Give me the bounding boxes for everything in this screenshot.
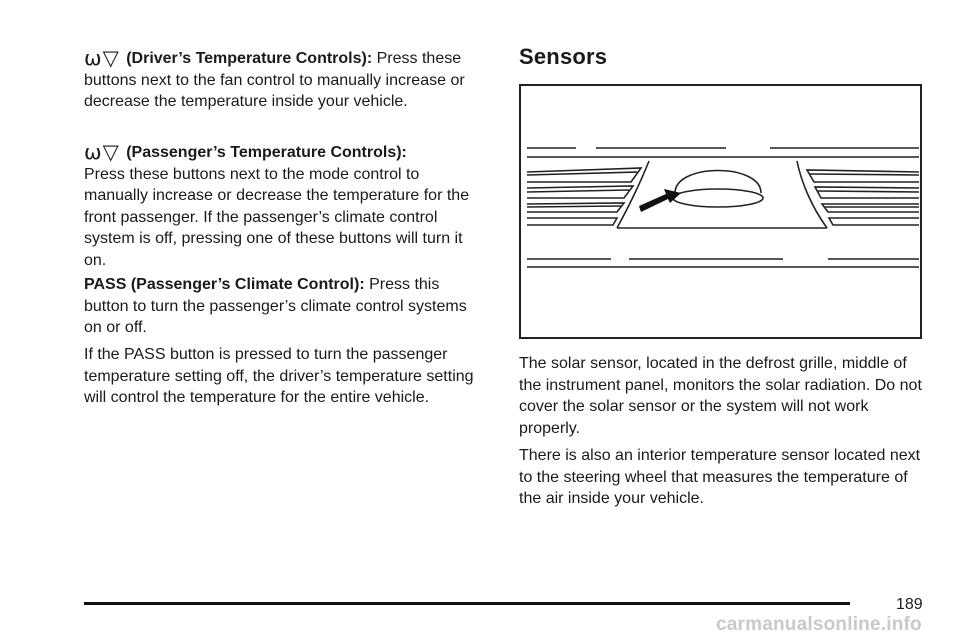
temperature-up-down-icon: ⍵▽ (84, 47, 120, 70)
driver-temperature-paragraph (84, 48, 484, 113)
page-number: 189 (896, 596, 923, 613)
pass-note-paragraph: If the PASS button is pressed to turn the passenger temperature setting off, the driver’s temperature setting will control the temperature for the entire vehicle. (84, 346, 474, 406)
section-title: Sensors (519, 44, 608, 69)
passenger-temperature-heading: (Passenger’s Temperature Controls): (126, 144, 407, 161)
driver-temperature-text: Press these buttons next to the fan control to manually increase or decrease the temperature inside your vehicle. (84, 50, 465, 110)
passenger-temperature-paragraph (84, 142, 484, 271)
footer-rule (84, 602, 850, 605)
interior-sensor-paragraph: There is also an interior temperature sensor located next to the steering wheel that measures the temperature of the air inside your vehicle. (519, 447, 921, 507)
solar-sensor-diagram (521, 86, 920, 337)
pass-button-heading: PASS (Passenger’s Climate Control): (84, 276, 365, 293)
pass-button-text: Press this button to turn the passenger’s climate control systems on or off. (84, 276, 467, 336)
temperature-up-down-icon: ⍵▽ (84, 141, 120, 164)
driver-temperature-heading: (Driver’s Temperature Controls): (126, 50, 373, 67)
solar-sensor-illustration (519, 84, 922, 339)
passenger-temperature-text: Press these buttons next to the mode control to manually increase or decrease the temperature for the front passenger. If the passenger’s climate control system is off, pressing one of these buttons will turn it on. (84, 165, 470, 269)
pass-button-paragraph (84, 274, 484, 339)
watermark: carmanualsonline.info (716, 614, 922, 635)
solar-sensor-paragraph: The solar sensor, located in the defrost grille, middle of the instrument panel, monitors the solar radiation. Do not cover the solar sensor or the system will not work properly. (519, 355, 922, 437)
